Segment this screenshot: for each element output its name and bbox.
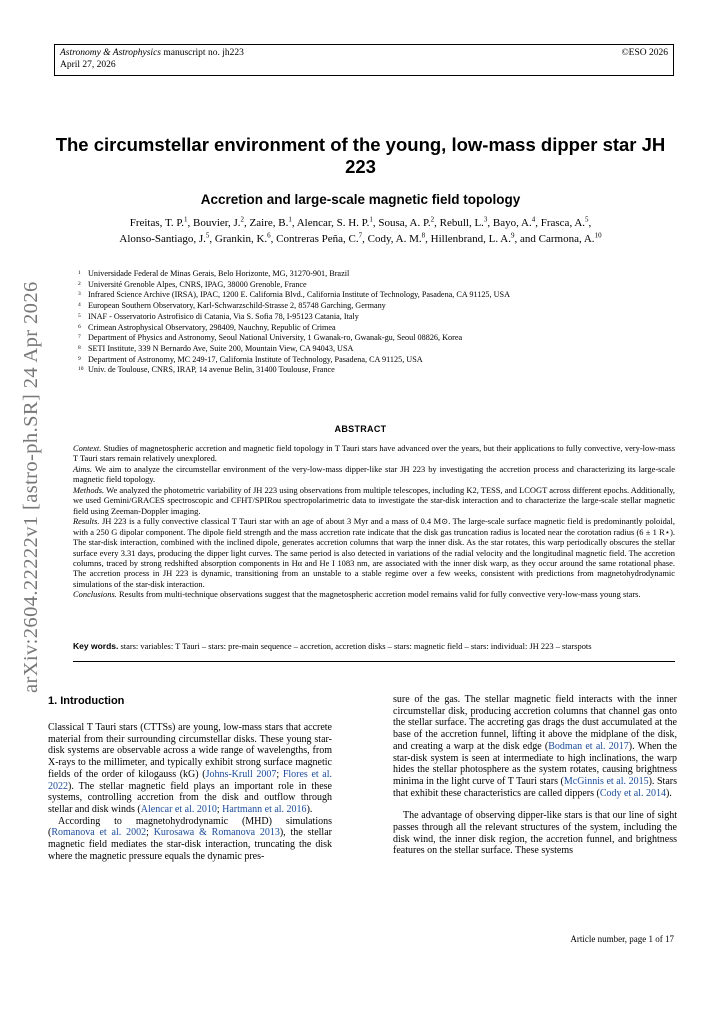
- text-span: ;: [146, 827, 154, 839]
- journal-header-left: [60, 47, 244, 71]
- citation-link[interactable]: Kurosawa & Romanova 2013: [153, 827, 280, 839]
- author: Rebull, L.: [439, 217, 484, 229]
- text-span: ), the stellar magnetic field mediates the star-disk interaction, truncating the disk where the magnetic pressure equals the dynamic pres-: [48, 827, 332, 862]
- aims-label: Aims.: [73, 463, 92, 474]
- abstract-divider: [73, 661, 675, 662]
- context-label: Context.: [73, 443, 102, 453]
- author: Frasca, A.: [540, 217, 586, 229]
- affiliation-number: 10: [78, 366, 84, 373]
- citation-link[interactable]: Bodman et al. 2017: [548, 740, 629, 752]
- author-affiliation-mark: 3: [483, 215, 488, 224]
- author: Alencar, S. H. P.: [296, 217, 370, 229]
- affiliation: [78, 312, 678, 323]
- affiliation-number: 9: [78, 355, 81, 362]
- paper-subtitle: Accretion and large-scale magnetic field topology: [200, 192, 521, 207]
- keywords-label: Key words.: [73, 641, 119, 651]
- affiliation: [78, 333, 678, 344]
- context-text: Studies of magnetospheric accretion and magnetic field topology in T Tauri stars have advanced over the years, but their applications to fully convective, very-low-mass T Tauri stars remain relatively unexplored.: [73, 443, 675, 464]
- methods-label: Methods.: [73, 484, 105, 495]
- section-heading-introduction: 1. Introduction: [48, 695, 125, 707]
- arxiv-identifier: arXiv:2604.22222v1 [astro-ph.SR] 24 Apr 2026: [20, 281, 42, 693]
- abstract: [73, 443, 675, 600]
- affiliation-number: 4: [78, 302, 81, 309]
- author-affiliation-mark: 9: [511, 231, 515, 240]
- intro-paragraph-2: [48, 816, 332, 863]
- author-affiliation-mark: 2: [240, 215, 245, 224]
- affiliation: [78, 365, 678, 376]
- affiliation-text: European Southern Observatory, Karl-Schwarzschild-Strasse 2, 85748 Garching, Germany: [88, 301, 386, 311]
- affiliation: [78, 344, 678, 355]
- author: Carmona, A.: [538, 233, 595, 245]
- author: Alonso-Santiago, J.: [119, 233, 206, 245]
- affiliation: [78, 269, 678, 280]
- text-span: ;: [276, 768, 283, 780]
- affiliation-number: 7: [78, 334, 81, 341]
- citation-link[interactable]: Romanova et al. 2002: [51, 827, 147, 839]
- affiliation-list: [78, 269, 678, 376]
- abstract-methods: [73, 485, 675, 516]
- text-span: ).: [306, 803, 313, 815]
- author-affiliation-mark: 10: [594, 231, 602, 240]
- citation-link[interactable]: Johns-Krull 2007: [205, 768, 277, 780]
- affiliation-text: Universidade Federal de Minas Gerais, Belo Horizonte, MG, 31270-901, Brazil: [88, 269, 350, 278]
- citation-link[interactable]: Alencar et al. 2010: [140, 803, 217, 815]
- author-affiliation-mark: 1: [369, 215, 373, 224]
- author-affiliation-mark: 2: [430, 215, 435, 224]
- conclusions-text: Results from multi-technique observations suggest that the magnetospheric accretion model remains valid for fully convective very-low-mass young stars.: [116, 589, 641, 600]
- affiliation-text: SETI Institute, 339 N Bernardo Ave, Suite 200, Mountain View, CA 94043, USA: [88, 343, 354, 353]
- page-footer: Article number, page 1 of 17: [570, 934, 674, 944]
- citation-link[interactable]: Cody et al. 2014: [599, 787, 666, 799]
- author: Grankin, K.: [214, 233, 268, 245]
- author-list: Freitas, T. P.$^1$, Bouvier, J.$^2$, Zaire, B.$^1$, Alencar, S. H. P.$^1$, Sousa, A. P.$^2$, Rebull, L.$^3$, Bayo, A.$^4$, Frasca, A.$^5$, Alonso-Santiago, J.$^5$, Grankin, K.$^6$, Contreras Peña, C.$^7$, Cody, A. M.$^8$, Hillenbrand, L. A.$^9$, and Carmona, A.$^{10}$: [119, 215, 602, 245]
- conclusions-label: Conclusions.: [73, 589, 117, 600]
- author-affiliation-mark: 6: [267, 231, 271, 240]
- author: Bayo, A.: [492, 217, 532, 229]
- methods-text: We analyzed the photometric variability of JH 223 using observations from multiple telescopes, including K2, TESS, and LCOGT across different epochs. Additionally, we used Gemini/GRACES spectroscopic and CFHT/SPIRou spectropolarimetric data to investigate the star-disk interaction and to characterize the large-scale stellar magnetic field using Zeeman-Doppler imaging.: [73, 484, 675, 516]
- text-span: ). The stellar magnetic field plays an important role in these systems, controlling accretion from the disk and outflow through stellar and disk winds (: [48, 780, 332, 815]
- citation-link[interactable]: McGinnis et al. 2015: [563, 775, 649, 787]
- affiliation-text: Department of Physics and Astronomy, Seoul National University, 1 Gwanak-ro, Gwanak-gu, Seoul 08826, Korea: [88, 333, 463, 343]
- affiliation-number: 2: [78, 280, 81, 287]
- affiliation-number: 8: [78, 344, 81, 351]
- abstract-conclusions: [73, 589, 675, 599]
- text-span: According to magnetohydrodynamic (MHD) simulations (: [48, 815, 332, 839]
- text-span: sure of the gas. The stellar magnetic field interacts with the inner circumstellar disk, producing accretion columns that channel gas onto the stellar surface. The accreting gas drags the dust accumulated at the base of the accretion funnel, lifting it above the midplane of the disk, and creating a warp at the disk edge (: [393, 694, 677, 752]
- citation-link[interactable]: Flores et al. 2022: [48, 768, 333, 792]
- abstract-heading: ABSTRACT: [334, 424, 387, 434]
- affiliation: [78, 301, 678, 312]
- journal-name: Astronomy & Astrophysics: [60, 48, 161, 58]
- citation-link[interactable]: Hartmann et al. 2016: [222, 803, 307, 815]
- paper-title: The circumstellar environment of the young, low-mass dipper star JH 223: [55, 134, 666, 177]
- keywords: [73, 641, 675, 651]
- affiliation-text: Infrared Science Archive (IRSA), IPAC, 1200 E. California Blvd., California Institute of Technology, Pasadena, CA 91125, USA: [88, 290, 510, 300]
- text-span: Classical T Tauri stars (CTTSs) are young, low-mass stars that accrete material from their surrounding circumstellar disks. These young star-disk systems are observable across a wide range of wavelengths, from X-rays to the millimeter, and typically exhibit strong surface magnetic fields of the order of kilogauss (kG) (: [48, 722, 332, 780]
- author-affiliation-mark: 5: [585, 215, 589, 224]
- abstract-context: [73, 443, 675, 464]
- affiliation: [78, 290, 678, 301]
- abstract-aims: [73, 464, 675, 485]
- author: Bouvier, J.: [193, 217, 241, 229]
- intro-paragraph-1: [48, 722, 332, 816]
- author-affiliation-mark: 8: [421, 231, 426, 240]
- affiliation-text: Crimean Astrophysical Observatory, 298409, Nauchny, Republic of Crimea: [88, 322, 336, 332]
- text-span: ). When the star-disk system is seen at intermediate to high inclinations, the warp hides the stellar photosphere as the system rotates, causing brightness minima in the light curve of T Tauri stars (: [393, 740, 677, 787]
- results-label: Results.: [73, 516, 100, 527]
- affiliation: [78, 280, 678, 291]
- author: Contreras Peña, C.: [276, 233, 359, 245]
- author-affiliation-mark: 4: [531, 215, 536, 224]
- affiliation-number: 6: [78, 323, 81, 330]
- author: Sousa, A. P.: [378, 217, 431, 229]
- affiliation-number: 1: [78, 270, 81, 276]
- intro-paragraph-2-continued: [393, 694, 677, 799]
- author: Hillenbrand, L. A.: [430, 233, 511, 245]
- author: Zaire, B.: [249, 217, 289, 229]
- left-column: [48, 722, 332, 862]
- affiliation-number: 3: [78, 291, 81, 298]
- author: Cody, A. M.: [367, 233, 422, 245]
- text-span: ). Stars that exhibit these characteristics are called dippers (: [393, 775, 677, 799]
- manuscript-number: manuscript no. jh223: [160, 48, 244, 58]
- keywords-text: stars: variables: T Tauri – stars: pre-main sequence – accretion, accretion disks – stars: magnetic field – stars: individual: JH 223 – starspots: [118, 641, 592, 651]
- aims-text: We aim to analyze the circumstellar environment of the very-low-mass dipper-like star JH 223 by investigating the accretion process and characterizing its large-scale magnetic field topology.: [73, 463, 675, 485]
- author-affiliation-mark: 7: [358, 231, 363, 240]
- paragraph-gap: [393, 799, 677, 810]
- arxiv-stamp: [20, 281, 50, 723]
- affiliation-text: INAF - Osservatorio Astrofisico di Catania, Via S. Sofia 78, I-95123 Catania, Italy: [88, 311, 359, 321]
- affiliation: [78, 323, 678, 334]
- author-affiliation-mark: 5: [205, 231, 210, 240]
- affiliation-text: Univ. de Toulouse, CNRS, IRAP, 14 avenue Belin, 31400 Toulouse, France: [88, 365, 335, 375]
- affiliation: [78, 355, 678, 366]
- results-text: JH 223 is a fully convective classical T Tauri star with an age of about 3 Myr and a mass of 0.4 M⊙. The large-scale surface magnetic field is predominantly poloidal, with a 250 G dipolar component. The dipole field strength and the mass accretion rate indicate that the disk gas truncation radius is located near the corotation radius (6 ± 1 R⋆). The star-disk interaction, combined with the inclined dipole, generates accretion columns that warp the inner disk. As the star rotates, this warp periodically obscures the stellar surface every 3.31 days, producing the dipper light curves. The same period is also detected in variations of the radial velocity and the longitudinal magnetic field. The accretion columns, traced by strong redshifted absorption components in Hα and He I 1083 nm, are associated with the inner disk warp, as they occur around the same rotational phase. The accretion process in JH 223 is dynamic, transitioning from an unstable to a stable regime over a few weeks, consistent with predictions from magnetohydrodynamic simulations of the star-disk interaction.: [73, 516, 675, 589]
- intro-paragraph-3: The advantage of observing dipper-like stars is that our line of sight passes through all the relevant structures of the system, including the disk wind, the inner disk region, the accretion funnel, and brightness features on the stellar surface. These systems: [393, 810, 677, 857]
- text-span: ;: [216, 803, 223, 815]
- right-column: [393, 694, 677, 857]
- affiliation-text: Department of Astronomy, MC 249-17, California Institute of Technology, Pasadena, CA 91125, USA: [88, 354, 423, 364]
- manuscript-date: April 27, 2026: [60, 60, 116, 70]
- abstract-results: [73, 516, 675, 589]
- affiliation-number: 5: [78, 312, 81, 319]
- copyright: ©ESO 2026: [621, 48, 668, 58]
- author: Freitas, T. P.: [129, 217, 184, 229]
- author-affiliation-mark: 1: [184, 215, 188, 224]
- journal-header: [54, 44, 674, 76]
- text-span: ).: [665, 787, 672, 799]
- author-affiliation-mark: 1: [288, 215, 292, 224]
- affiliation-text: Université Grenoble Alpes, CNRS, IPAG, 38000 Grenoble, France: [88, 279, 307, 289]
